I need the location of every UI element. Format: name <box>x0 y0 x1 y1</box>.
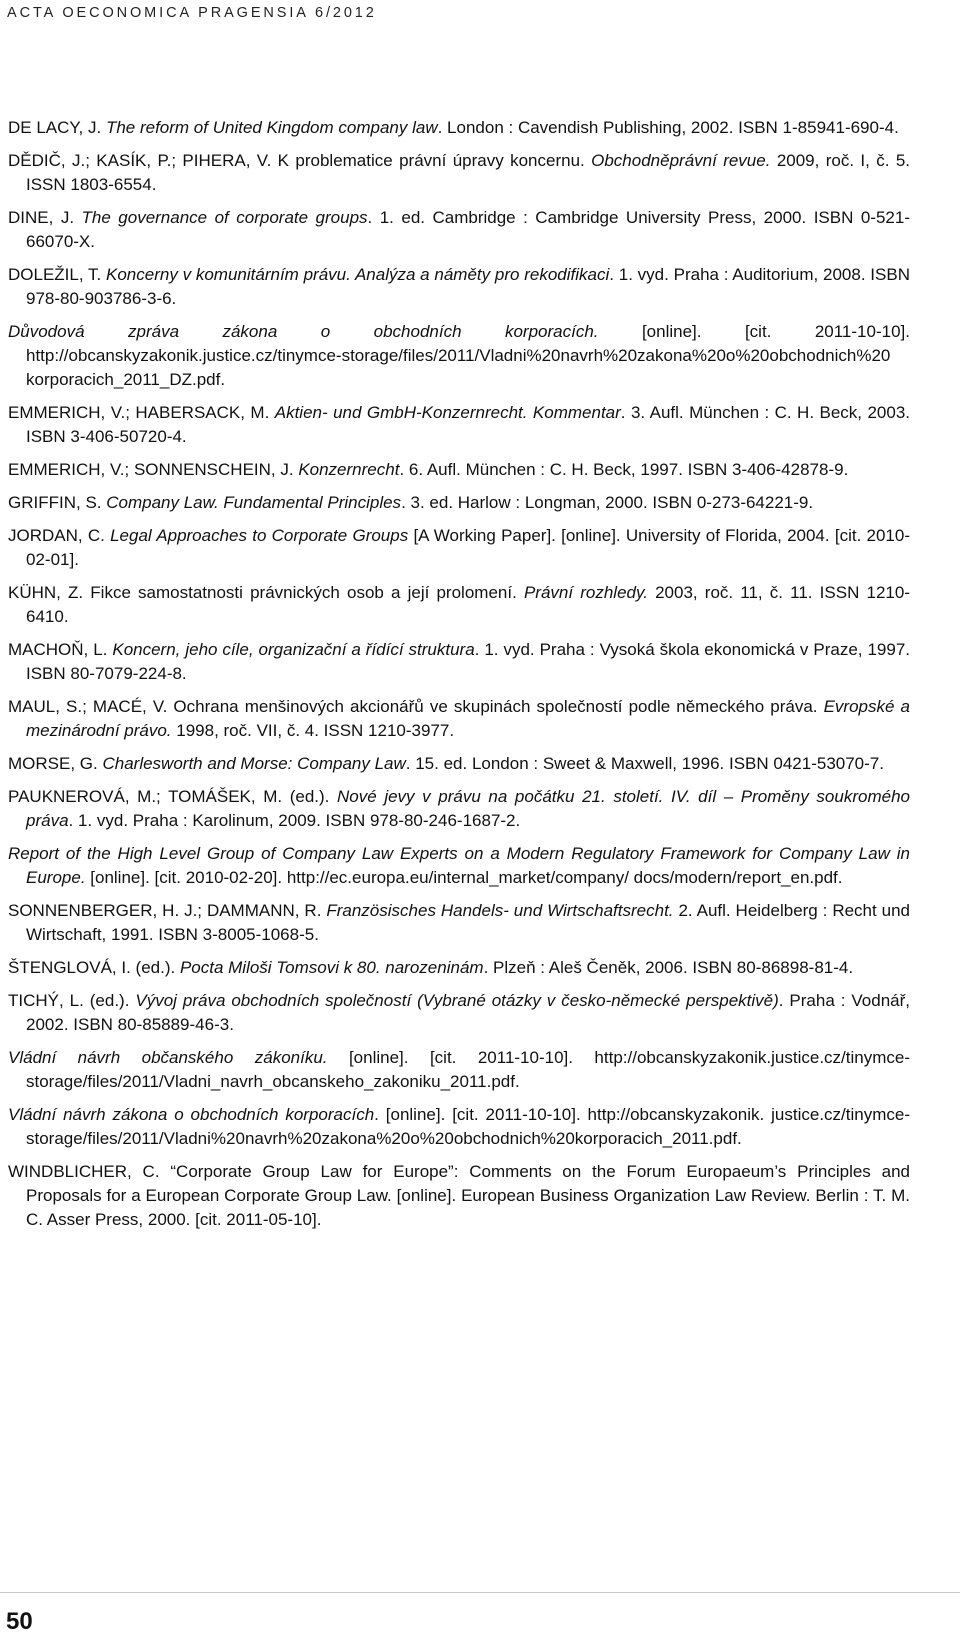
reference-text: . London : Cavendish Publishing, 2002. ISBN 1-85941-690-4. <box>437 118 899 137</box>
reference-title: The governance of corporate groups <box>81 208 368 227</box>
reference-text: JORDAN, C. <box>8 526 111 545</box>
reference-text: [A Working Paper]. [online]. University of Florida, 2004. [cit. 2010-02-01]. <box>26 526 910 569</box>
reference-item <box>8 1103 910 1151</box>
reference-item <box>8 581 910 629</box>
reference-title: Company Law. Fundamental Principles <box>106 493 402 512</box>
reference-item <box>8 320 910 392</box>
reference-title: Vládní návrh občanského zákoníku. <box>8 1048 328 1067</box>
journal-header: ACTA OECONOMICA PRAGENSIA 6/2012 <box>7 5 377 21</box>
reference-title: Pocta Miloši Tomsovi k 80. narozeninám <box>179 958 484 977</box>
reference-text: . 3. ed. Harlow : Longman, 2000. ISBN 0-273-64221-9. <box>401 493 814 512</box>
reference-text: 1998, roč. VII, č. 4. ISSN 1210-3977. <box>171 721 455 740</box>
reference-item <box>8 989 910 1037</box>
reference-text: 2003, roč. 11, č. 11. ISSN 1210-6410. <box>26 583 910 626</box>
reference-text: . 3. Aufl. München : C. H. Beck, 2003. ISBN 3-406-50720-4. <box>26 403 910 446</box>
page-number: 50 <box>6 1608 33 1635</box>
footer-divider <box>0 1592 960 1593</box>
reference-text: . Praha : Vodnář, 2002. ISBN 80-85889-46-3. <box>26 991 910 1034</box>
reference-item <box>8 695 910 743</box>
reference-item <box>8 842 910 890</box>
reference-text: . 1. vyd. Praha : Karolinum, 2009. ISBN 978-80-246-1687-2. <box>68 811 521 830</box>
reference-text: EMMERICH, V.; HABERSACK, M. <box>8 403 275 422</box>
reference-text: [online]. [cit. 2010-02-20]. http://ec.europa.eu/internal_market/company/ docs/modern/report_en.pdf. <box>85 868 843 887</box>
reference-item <box>8 491 910 515</box>
reference-text: 2. Aufl. Heidelberg : Recht und Wirtschaft, 1991. ISBN 3-8005-1068-5. <box>26 901 911 944</box>
reference-item <box>8 956 910 980</box>
reference-text: DE LACY, J. <box>8 118 106 137</box>
reference-title: Report of the High Level Group of Company Law Experts on a Modern Regulatory Framework for Company Law in Europe. <box>8 844 910 887</box>
reference-title: Charlesworth and Morse: Company Law <box>102 754 406 773</box>
reference-text: . 1. vyd. Praha : Vysoká škola ekonomická v Praze, 1997. ISBN 80-7079-224-8. <box>26 640 910 683</box>
reference-item <box>8 524 910 572</box>
reference-title: The reform of United Kingdom company law <box>105 118 438 137</box>
reference-title: Nové jevy v právu na počátku 21. století. IV. díl – Proměny soukromého práva <box>26 787 910 830</box>
reference-text: . 1. vyd. Praha : Auditorium, 2008. ISBN 978-80-903786-3-6. <box>26 265 910 308</box>
reference-text: [online]. [cit. 2011-10-10]. http://obcanskyzakonik.justice.cz/tinymce-storage/files/2011/Vladni%20navrh%20zakona%20o%20obchodnich%20 korporacich_2011_DZ.pdf. <box>26 322 910 389</box>
reference-item <box>8 638 910 686</box>
reference-text: . 1. ed. Cambridge : Cambridge University Press, 2000. ISBN 0-521-66070-X. <box>26 208 910 251</box>
reference-text: PAUKNEROVÁ, M.; TOMÁŠEK, M. (ed.). <box>8 787 338 806</box>
reference-title: Obchodněprávní revue. <box>591 151 771 170</box>
reference-item <box>8 116 910 140</box>
reference-text: ŠTENGLOVÁ, I. (ed.). <box>8 958 180 977</box>
reference-item <box>8 1046 910 1094</box>
reference-item <box>8 401 910 449</box>
reference-list <box>8 116 910 1241</box>
reference-item <box>8 785 910 833</box>
reference-item <box>8 899 910 947</box>
reference-title: Důvodová zpráva zákona o obchodních korporacích. <box>8 322 599 341</box>
reference-title: Aktien- und GmbH-Konzernrecht. Kommentar <box>274 403 621 422</box>
reference-item <box>8 206 910 254</box>
reference-title: Französisches Handels- und Wirtschaftsrecht. <box>326 901 674 920</box>
reference-text: MAUL, S.; MACÉ, V. Ochrana menšinových akcionářů ve skupinách společností podle německého práva. <box>8 697 824 716</box>
reference-text: WINDBLICHER, C. “Corporate Group Law for Europe”: Comments on the Forum Europaeum’s Principles and Proposals for a European Corporate Group Law. [online]. European Business Organization Law Review. Berlin : T. M. C. Asser Press, 2000. [cit. 2011-05-10]. <box>8 1162 910 1229</box>
reference-title: Legal Approaches to Corporate Groups <box>110 526 409 545</box>
reference-text: DINE, J. <box>8 208 82 227</box>
reference-text: EMMERICH, V.; SONNENSCHEIN, J. <box>8 460 299 479</box>
reference-text: . 6. Aufl. München : C. H. Beck, 1997. ISBN 3-406-42878-9. <box>399 460 849 479</box>
reference-text: TICHÝ, L. (ed.). <box>8 991 136 1010</box>
reference-text: . 15. ed. London : Sweet & Maxwell, 1996. ISBN 0421-53070-7. <box>405 754 884 773</box>
reference-text: MACHOŇ, L. <box>8 640 113 659</box>
reference-item <box>8 458 910 482</box>
reference-title: Koncern, jeho cíle, organizační a řídící struktura <box>112 640 475 659</box>
reference-title: Evropské a mezinárodní právo. <box>26 697 911 740</box>
reference-item <box>8 149 910 197</box>
reference-item <box>8 1160 910 1232</box>
reference-text: GRIFFIN, S. <box>8 493 107 512</box>
reference-text: 2009, roč. I, č. 5. ISSN 1803-6554. <box>26 151 911 194</box>
reference-text: [online]. [cit. 2011-10-10]. http://obcanskyzakonik.justice.cz/tinymce-storage/files/2011/Vladni_navrh_obcanskeho_zakoniku_2011.pdf. <box>26 1048 910 1091</box>
reference-title: Právní rozhledy. <box>523 583 648 602</box>
reference-text: . [online]. [cit. 2011-10-10]. http://obcanskyzakonik. justice.cz/tinymce-storage/files/2011/Vladni%20navrh%20zakona%20o%20obchodnich%20korporacich_2011.pdf. <box>26 1105 911 1148</box>
reference-item <box>8 263 910 311</box>
reference-title: Koncerny v komunitárním právu. Analýza a náměty pro rekodifikaci <box>106 265 610 284</box>
reference-text: MORSE, G. <box>8 754 103 773</box>
reference-text: DĚDIČ, J.; KASÍK, P.; PIHERA, V. K problematice právní úpravy koncernu. <box>8 151 592 170</box>
reference-text: SONNENBERGER, H. J.; DAMMANN, R. <box>8 901 327 920</box>
reference-item <box>8 752 910 776</box>
reference-text: KÜHN, Z. Fikce samostatnosti právnických osob a její prolomení. <box>8 583 524 602</box>
reference-text: . Plzeň : Aleš Čeněk, 2006. ISBN 80-86898-81-4. <box>483 958 854 977</box>
reference-title: Vývoj práva obchodních společností (Vybrané otázky v česko-německé perspektivě) <box>135 991 779 1010</box>
reference-title: Konzernrecht <box>298 460 400 479</box>
reference-title: Vládní návrh zákona o obchodních korporacích <box>8 1105 375 1124</box>
reference-text: DOLEŽIL, T. <box>8 265 107 284</box>
